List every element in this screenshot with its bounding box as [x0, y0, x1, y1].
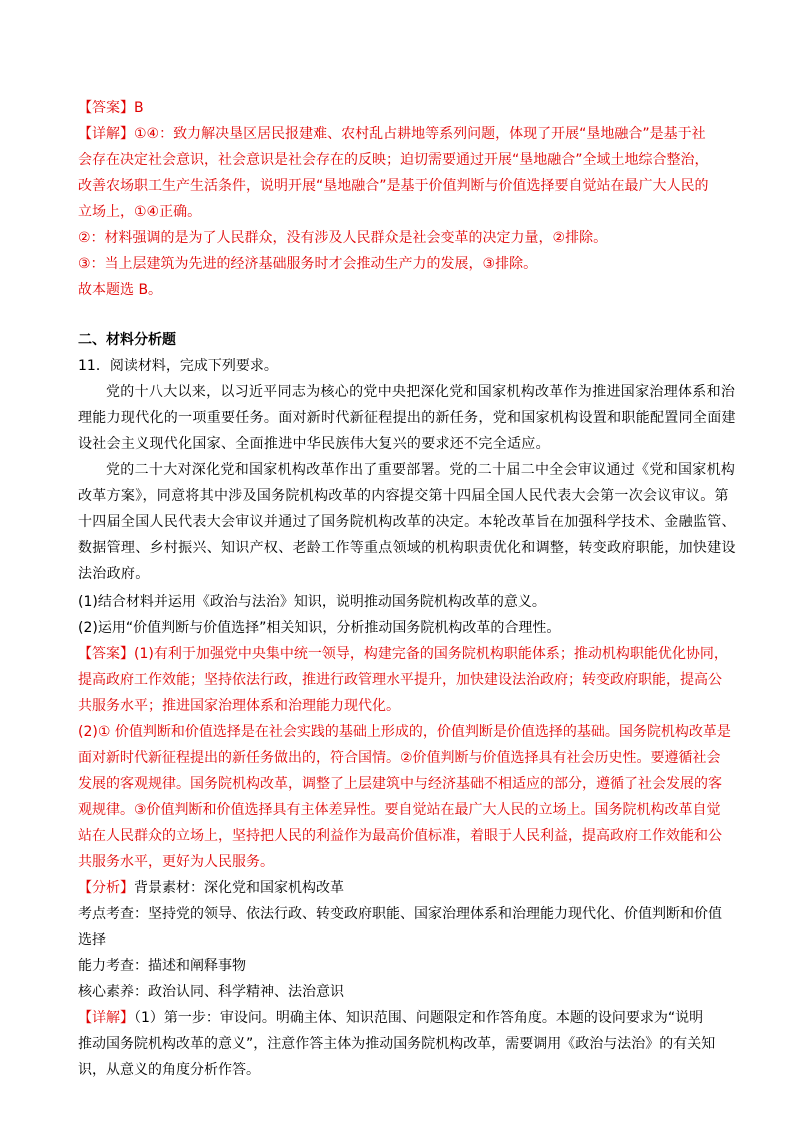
detail-line: 识，从意义的角度分析作答。 [78, 1062, 260, 1078]
q11-answer-line: 发展的客观规律。国务院机构改革，调整了上层建筑中与经济基础不相适应的部分，遵循了社会发展的客 [78, 776, 722, 792]
analysis-line: 能力考查：描述和阐释事物 [78, 958, 246, 974]
q11-stem: 11．阅读材料，完成下列要求。 [78, 358, 278, 374]
material-line: 十四届全国人民代表大会审议并通过了国务院机构改革的决定。本轮改革旨在加强科学技术、金融监管、 [78, 514, 736, 530]
material-line: 法治政府。 [78, 566, 150, 582]
material-line: 数据管理、乡村振兴、知识产权、老龄工作等重点领域的机构职责优化和调整，转变政府职能，加快建设 [78, 540, 736, 556]
detail-text: （1）第一步：审设问。明确主体、知识范围、问题限定和作答角度。本题的设问要求为“说明 [134, 1010, 704, 1026]
material-line: 理能力现代化的一项重要任务。面对新时代新征程提出的新任务，党和国家机构设置和职能配置同全面建 [78, 410, 736, 426]
q10-answer: 【答案】B [78, 100, 144, 116]
q10-conclusion: 故本题选 B。 [78, 282, 163, 298]
material-line: 改革方案》，同意将其中涉及国务院机构改革的内容提交第十四届全国人民代表大会第一次会议审议。第 [78, 488, 729, 504]
analysis-line: 选择 [78, 932, 106, 948]
q10-detail-line: ②：材料强调的是为了人民群众，没有涉及人民群众是社会变革的决定力量，②排除。 [78, 230, 608, 246]
analysis-label: 【分析】 [78, 880, 134, 896]
q11-answer-line: 提高政府工作效能；坚持依法行政，推进行政管理水平提升，加快建设法治政府；转变政府职能，提高公 [78, 672, 722, 688]
detail-line [78, 1005, 728, 1031]
q11-answer-line: 共服务水平；推进国家治理体系和治理能力现代化。 [78, 698, 400, 714]
material-line: 党的十八大以来，以习近平同志为核心的党中央把深化党和国家机构改革作为推进国家治理体系和治 [106, 384, 736, 400]
section-title: 二、材料分析题 [78, 332, 176, 348]
q10-detail-line: 会存在决定社会意识，社会意识是社会存在的反映；迫切需要通过开展“垦地融合”全域土地综合整治， [78, 152, 709, 168]
q11-answer-line: 【答案】(1)有利于加强党中央集中统一领导，构建完备的国务院机构职能体系；推动机构职能优化协同， [78, 646, 728, 662]
detail-line: 推动国务院机构改革的意义”，注意作答主体为推动国务院机构改革，需要调用《政治与法治》的有关知 [78, 1036, 716, 1052]
question-2: (2)运用“价值判断与价值选择”相关知识，分析推动国务院机构改革的合理性。 [78, 620, 561, 636]
q11-answer-line: 站在人民群众的立场上，坚持把人民的利益作为最高价值标准，着眼于人民利益，提高政府工作效能和公 [78, 828, 722, 844]
q10-detail-line: ③：当上层建筑为先进的经济基础服务时才会推动生产力的发展，③排除。 [78, 256, 538, 272]
detail-label: 【详解】 [78, 1010, 134, 1026]
analysis-line: 考点考查：坚持党的领导、依法行政、转变政府职能、国家治理体系和治理能力现代化、价值判断和价值 [78, 906, 722, 922]
q11-answer-line: 面对新时代新征程提出的新任务做出的，符合国情。②价值判断与价值选择具有社会历史性。要遵循社会 [78, 750, 721, 766]
q11-answer-line: 共服务水平，更好为人民服务。 [78, 854, 274, 870]
analysis-text: 背景素材：深化党和国家机构改革 [134, 880, 344, 896]
q11-answer-line: (2)① 价值判断和价值选择是在社会实践的基础上形成的，价值判断是价值选择的基础。国务院机构改革是 [78, 724, 731, 740]
q10-detail-line: 立场上，①④正确。 [78, 204, 202, 220]
material-line: 党的二十大对深化党和国家机构改革作出了重要部署。党的二十届二中全会审议通过《党和国家机构 [106, 462, 736, 478]
q10-detail-line: 改善农场职工生产生活条件，说明开展“垦地融合”是基于价值判断与价值选择要自觉站在最广大人民的 [78, 178, 709, 194]
analysis-line: 核心素养：政治认同、科学精神、法治意识 [78, 984, 344, 1000]
q10-detail-line: 【详解】①④：致力解决垦区居民报建难、农村乱占耕地等系列问题，体现了开展“垦地融合”是基于社 [78, 126, 706, 142]
analysis-line [78, 875, 728, 901]
question-1: (1)结合材料并运用《政治与法治》知识，说明推动国务院机构改革的意义。 [78, 594, 546, 610]
material-line: 设社会主义现代化国家、全面推进中华民族伟大复兴的要求还不完全适应。 [78, 436, 550, 452]
q11-answer-line: 观规律。③价值判断和价值选择具有主体差异性。要自觉站在最广大人民的立场上。国务院机构改革自觉 [78, 802, 721, 818]
